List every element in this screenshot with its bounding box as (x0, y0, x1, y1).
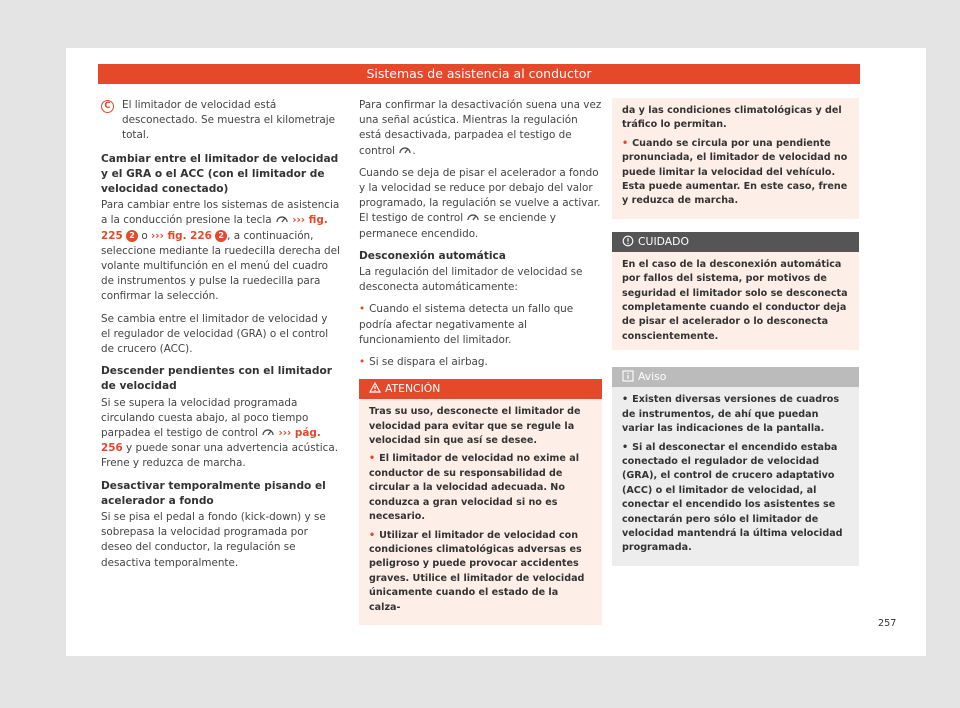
warning-item: • Cuando se circula por una pendiente pronunciada, el limitador de velocidad no puede limitar la velocidad del vehículo. Esta puede aumentar. En este caso, frene y reduzca de marcha. (622, 137, 848, 207)
bullet-icon: • (369, 453, 376, 465)
heading-switch-systems: Cambiar entre el limitador de velocidad y el GRA o el ACC (con el limitador de velocidad conectado) (101, 152, 339, 196)
warning-box (359, 379, 602, 625)
display-state-text: El limitador de velocidad está desconectado. Se muestra el kilometraje total. (122, 99, 336, 142)
paragraph-switch: Para cambiar entre los sistemas de asistencia a la conducción presione la tecla ››› fig. 225 2 o ››› fig. 226 2 , a continuación, seleccione mediante la ruedecilla derecha del volante multifunción en el menú del cuadro de instrumentos y pulse la ruedecilla para confirmar la selección. (101, 199, 340, 303)
warning-item: • El limitador de velocidad no exime al conductor de su responsabilidad de circular a la velocidad adecuada. No conduzca a gran velocidad si no es necesario. (369, 453, 580, 523)
notice-item: • Existen diversas versiones de cuadros de instrumentos, de ahí que puedan variar las indicaciones de la pantalla. (622, 394, 840, 435)
c-label-badge: C (101, 100, 114, 113)
column-2 (359, 98, 602, 625)
warning-continued-body (612, 98, 859, 219)
speed-limiter-indicator-icon (398, 145, 412, 154)
warning-title-bar: ATENCIÓN (359, 379, 602, 399)
list-item: • Si se dispara el airbag. (359, 356, 488, 369)
paragraph-confirm: Para confirmar la desactivación suena una vez una señal acústica. Mientras la regulación está desactivada, parpadea el testigo de control . (359, 99, 602, 157)
notice-box (612, 367, 859, 565)
paragraph-disable: Si se pisa el pedal a fondo (kick-down) y se sobrepasa la velocidad programada por deseo del conductor, la regulación se desactiva temporalmente. (101, 511, 326, 569)
column-1 (101, 98, 340, 578)
caution-body: En el caso de la desconexión automática por fallos del sistema, por motivos de seguridad el limitador solo se desconecta completamente cuando el conductor deja de pisar el acelerador o lo desconecta conscientemente. (622, 258, 848, 342)
list-item: • Cuando el sistema detecta un fallo que podría afectar negativamente al funcionamiento del limitador. (359, 303, 574, 346)
paragraph-switch-2: Se cambia entre el limitador de velocidad y el regulador de velocidad (GRA) o el control de crucero (ACC). (101, 312, 329, 356)
paragraph-descend: Si se supera la velocidad programada circulando cuesta abajo, al poco tiempo parpadea el testigo de control ››› pág. 256 y puede sonar una advertencia acústica. Frene y reduzca de marcha. (101, 396, 338, 470)
notice-title-bar: Aviso (612, 367, 859, 387)
page-number: 257 (878, 618, 897, 629)
heading-descend: Descender pendientes con el limitador de velocidad (101, 365, 332, 393)
bullet-icon: • (622, 137, 629, 149)
warning-box-continued (612, 98, 859, 219)
callout-number: 2 (126, 230, 138, 242)
notice-item: • Si al desconectar el encendido estaba conectado el regulador de velocidad (GRA), el control de crucero adaptativo (ACC) o el limitador de velocidad, al conectar el encendido los asistentes se conectarán pero sólo el limitador de velocidad mantendrá la última velocidad programada. (622, 441, 843, 554)
callout-number: 2 (215, 230, 227, 242)
paragraph-auto: La regulación del limitador de velocidad se desconecta automáticamente: (359, 266, 583, 294)
bullet-icon: • (622, 441, 629, 453)
heading-disable: Desactivar temporalmente pisando el acelerador a fondo (101, 479, 326, 507)
warning-item: • Utilizar el limitador de velocidad con condiciones climatológicas adversas es peligroso y puede provocar accidentes graves. Utilice el limitador de velocidad únicamente cuando el estado de la calza- (369, 529, 585, 613)
speed-limiter-indicator-icon (261, 427, 275, 436)
bullet-icon: • (359, 303, 366, 316)
column-3 (612, 98, 859, 566)
bullet-icon: • (369, 529, 376, 541)
caution-title-bar: CUIDADO (612, 232, 859, 252)
speed-limiter-indicator-icon (466, 212, 480, 221)
warning-body (359, 399, 602, 625)
heading-auto-disconnect: Desconexión automática (359, 249, 506, 262)
bullet-icon: • (359, 356, 366, 369)
paragraph-release: Cuando se deja de pisar el acelerador a fondo y la velocidad se reduce por debajo del valor programado, la regulación se vuelve a activar. El testigo de control se enciende y permanece encendido. (359, 166, 601, 240)
chapter-header: Sistemas de asistencia al conductor (98, 64, 860, 84)
caution-box (612, 232, 859, 350)
warning-intro: Tras su uso, desconecte el limitador de velocidad para evitar que se regule la velocidad sin que así se desee. (369, 406, 581, 447)
figure-ref-226[interactable]: ››› fig. 226 (151, 229, 212, 242)
bullet-icon: • (622, 394, 629, 406)
exclamation-circle-icon (622, 235, 634, 247)
info-icon (622, 370, 634, 382)
page-ref-256[interactable]: ››› pág. 256 (101, 427, 321, 455)
warning-continued-text: da y las condiciones climatológicas y del tráfico lo permitan. (622, 105, 842, 131)
figure-ref-225[interactable]: ››› fig. 225 (101, 214, 328, 242)
notice-body (612, 387, 859, 565)
speedometer-key-icon (275, 214, 289, 223)
display-state-item (101, 98, 340, 144)
warning-triangle-icon (369, 382, 381, 393)
